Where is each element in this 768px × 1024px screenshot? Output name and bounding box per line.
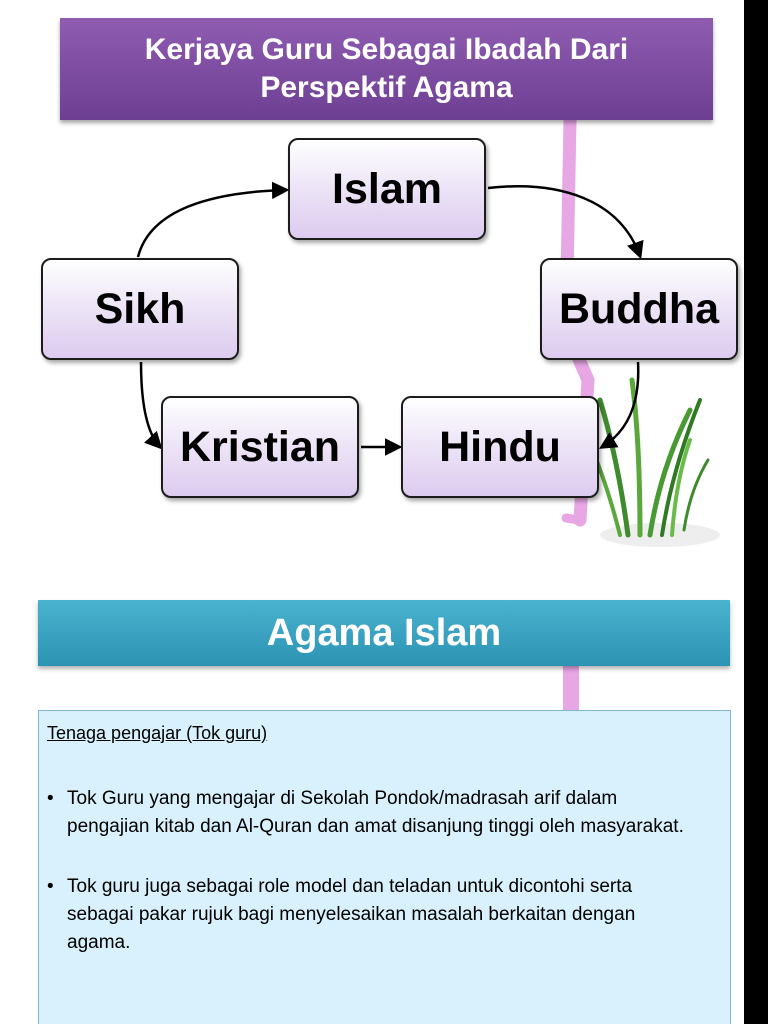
slide-title: Kerjaya Guru Sebagai Ibadah Dari Perspektif Agama [60,18,713,120]
content-box [38,710,731,1024]
bullet-dot: • [47,876,54,897]
content-heading: Tenaga pengajar (Tok guru) [47,723,268,743]
arrow-sikh-to-islam [138,190,286,257]
arrow-islam-to-buddha [488,186,640,256]
arrow-buddha-to-hindu [602,362,638,447]
node-islam: Islam [288,138,486,240]
arrow-sikh-to-kristian [141,362,160,447]
bullet-text: Tok guru juga sebagai role model dan teladan untuk dicontohi serta sebagai pakar rujuk bagi menyelesaikan masalah berkaitan dengan agama. [67,876,636,953]
node-sikh: Sikh [41,258,239,360]
bullet-item [47,873,718,957]
node-buddha: Buddha [540,258,738,360]
bullet-item [47,785,718,841]
bullet-dot: • [47,788,54,809]
section-heading: Agama Islam [38,600,730,666]
bullet-text: Tok Guru yang mengajar di Sekolah Pondok/madrasah arif dalam pengajian kitab dan Al-Quran dan amat disanjung tinggi oleh masyarakat. [67,788,684,837]
node-hindu: Hindu [401,396,599,498]
node-kristian: Kristian [161,396,359,498]
